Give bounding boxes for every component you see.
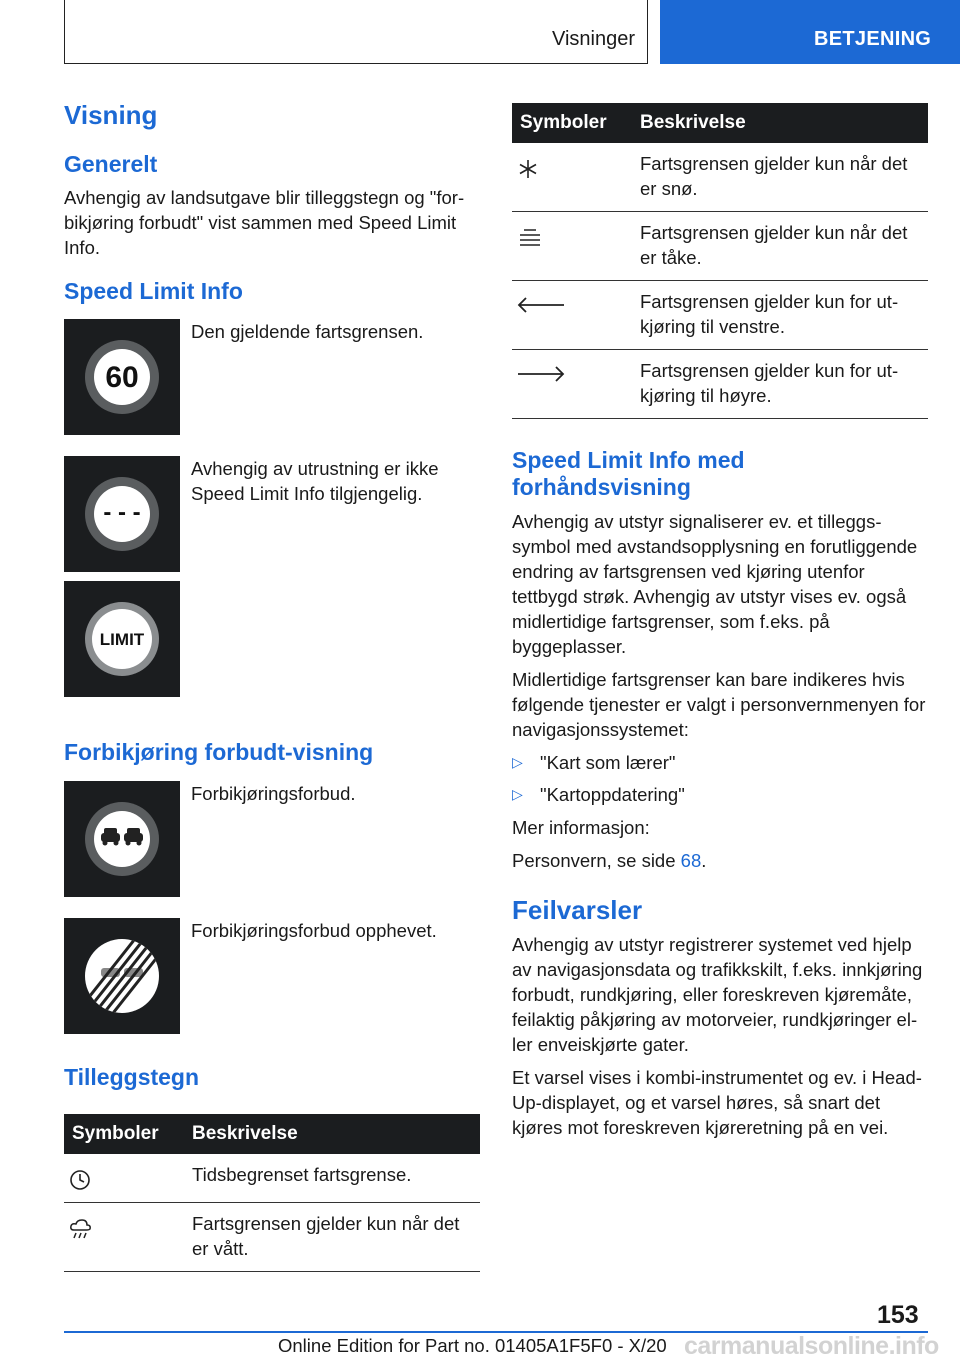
watermark-text: carmanualsonline.info — [684, 1332, 939, 1360]
sign-row — [64, 456, 480, 572]
more-info-text: Mer informasjon: — [512, 817, 650, 838]
table-cell-description: Fartsgrensen gjelder kun for utkjøring til venstre. — [632, 281, 928, 350]
sign-row — [64, 781, 480, 897]
column-header: Symboler — [64, 1114, 184, 1154]
table-cell-description: Tidsbegrenset fartsgrense. — [184, 1154, 480, 1203]
snowflake-icon — [512, 143, 632, 212]
preview-paragraph-1: Avhengig av utstyr signaliserer ev. et tilleggssymbol med avstandsopplysning en forutliggende endring av fartsgrensen ved kjøring utenfor tettbygd strøk. Avhengig av utstyr vises ev. også midlertidige fartsgrenser, som f.eks. på byggeplasser. — [512, 511, 918, 657]
generelt-text: Avhengig av landsutgave blir tilleggstegn og "forbikjøring forbudt" vist sammen med Speed Limit Info. — [64, 186, 465, 258]
speed-limit-60-sign — [64, 319, 180, 435]
errors-paragraph-1: Avhengig av utstyr registrerer systemet ved hjelp av navigasjonsdata og trafikkskilt, f.eks. innkjøring forbudt, rundkjøring, eller foreskreven kjøremåte, feilaktig påkjøring av motorveier, rundkjøringer eller enveiskjørte gater. — [512, 934, 923, 1056]
table-cell-description: Fartsgrensen gjelder kun når det er vått. — [184, 1202, 480, 1271]
section-generelt — [64, 151, 480, 260]
section-errors — [512, 895, 928, 1140]
footer-edition-text: Online Edition for Part no. 01405A1F5F0 - X/20 — [278, 1335, 667, 1356]
sign-dashes-text: - - - — [103, 499, 141, 527]
bullet-text: "Kart som lærer" — [540, 752, 676, 773]
section-tilleggstegn — [64, 1064, 480, 1272]
right-column — [512, 103, 928, 1148]
no-overtaking-sign — [64, 781, 180, 897]
heading-speed-limit: Speed Limit Info — [64, 277, 243, 304]
preview-paragraph-2: Midlertidige fartsgrenser kan bare indikeres hvis følgende tjenester er valgt i personvernmenyen for navigasjonssystemet: — [512, 669, 926, 740]
sign-limit-text: LIMIT — [99, 630, 145, 650]
preview-bullet-list — [512, 750, 928, 807]
table-row — [512, 350, 928, 419]
triangle-bullet-icon: ▷ — [512, 754, 523, 770]
arrow-right-icon — [512, 350, 632, 419]
list-item — [512, 782, 928, 807]
table-row — [512, 143, 928, 212]
page-title: Visning — [64, 100, 158, 130]
reference-prefix: Personvern, se side — [512, 850, 681, 871]
sign-60-text: 60 — [105, 361, 139, 395]
header-section-title: Visninger — [551, 28, 635, 50]
fog-icon — [512, 212, 632, 281]
table-row — [512, 212, 928, 281]
table-cell-description: Fartsgrensen gjelder kun når det er tåke. — [632, 212, 928, 281]
column-header: Beskrivelse — [632, 103, 928, 143]
reference-line — [512, 848, 928, 873]
section-preview — [512, 447, 928, 873]
left-column — [64, 100, 480, 1272]
sign-row — [64, 918, 480, 1034]
heading-preview: Speed Limit Info med forhåndsvisning — [512, 447, 745, 500]
list-item — [512, 750, 928, 775]
reference-suffix: . — [701, 850, 707, 871]
errors-paragraph-2: Et varsel vises i kombi-instrumentet og ev. i Head-Up-displayet, og et varsel høres, så snart det kjøres mot foreskreven kjøreretning på en vei. — [512, 1067, 922, 1139]
sign-row — [64, 319, 480, 435]
table-row — [512, 281, 928, 350]
sign-row — [64, 581, 480, 697]
sign-description: Forbikjøringsforbud opphevet. — [191, 919, 437, 941]
symbols-table-right — [512, 103, 928, 419]
section-speed-limit — [64, 278, 480, 698]
table-row — [64, 1154, 480, 1203]
page-number: 153 — [877, 1301, 919, 1329]
speed-limit-unavailable-sign — [64, 456, 180, 572]
table-header-row — [512, 103, 928, 143]
heading-errors: Feilvarsler — [512, 895, 643, 925]
table-cell-description: Fartsgrensen gjelder kun når det er snø. — [632, 143, 928, 212]
heading-tilleggstegn: Tilleggstegn — [64, 1063, 200, 1090]
sign-description: Avhengig av utrustning er ikke Speed Limit Info tilgjengelig. — [191, 458, 439, 505]
rain-icon — [64, 1202, 184, 1271]
table-header-row — [64, 1114, 480, 1154]
table-cell-description: Fartsgrensen gjelder kun for utkjøring til høyre. — [632, 350, 928, 419]
heading-overtaking: Forbikjøring forbudt-visning — [64, 739, 374, 766]
header-chapter-tab[interactable]: BETJENING — [660, 0, 960, 64]
header-box — [64, 0, 648, 64]
end-no-overtaking-sign — [64, 918, 180, 1034]
symbols-table-left — [64, 1114, 480, 1272]
arrow-left-icon — [512, 281, 632, 350]
page-reference-link[interactable]: 68 — [680, 850, 702, 871]
sign-description: Den gjeldende fartsgrensen. — [191, 321, 424, 343]
triangle-bullet-icon: ▷ — [512, 786, 523, 802]
section-overtaking — [64, 739, 480, 1034]
clock-icon — [64, 1154, 184, 1203]
column-header: Symboler — [512, 103, 632, 143]
heading-generelt: Generelt — [64, 151, 158, 178]
bullet-text: "Kartoppdatering" — [540, 784, 685, 805]
table-row — [64, 1202, 480, 1271]
speed-limit-limit-sign — [64, 581, 180, 697]
column-header: Beskrivelse — [184, 1114, 480, 1154]
sign-description: Forbikjøringsforbud. — [191, 782, 356, 804]
